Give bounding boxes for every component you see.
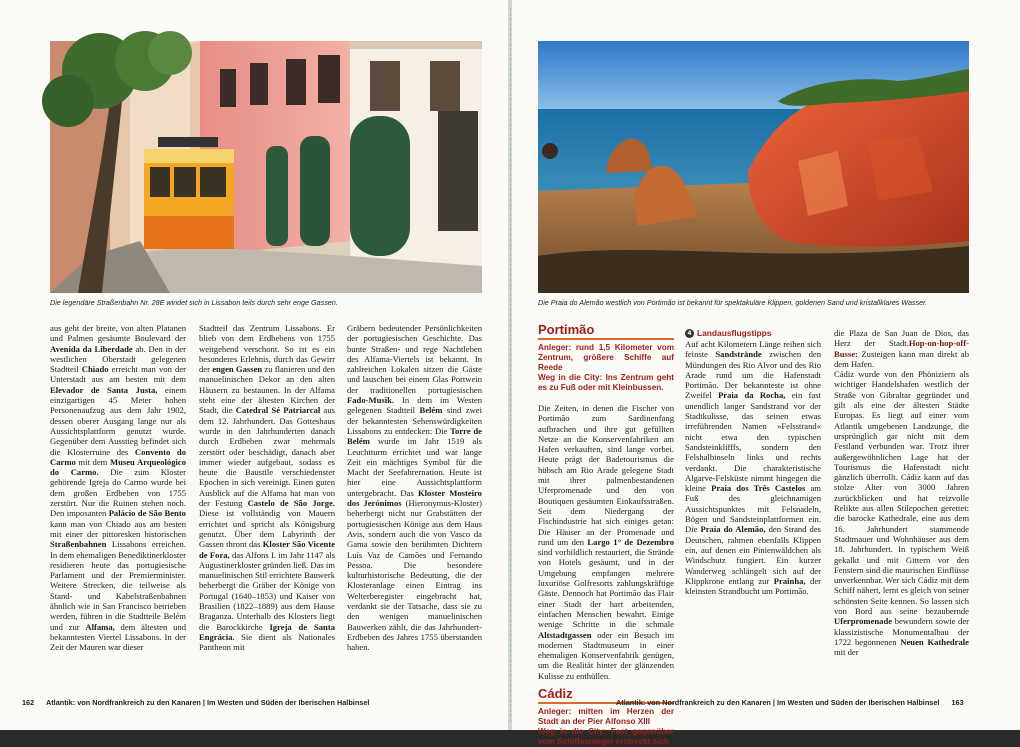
col-text	[50, 323, 186, 652]
right-column-1	[538, 323, 674, 747]
highlight-term: engen Gassen	[212, 364, 263, 375]
text-run: Die Zeiten, in denen die Fischer von Portimão zum Sardinenfang aufbrachen und ihre gut gefüllten Netze an die Konservenfabriken am Hafen verkauften, sind lange vorbei. Heute prägt der Badetourismus die hübsch am Rio Arade gelegene Stadt mit ihrer palmenbestandenen Uferpromenade und den von Boutiquen gesäumten Einkaufsstraßen. Seit dem Niedergang der Fischindustrie hat sich einiges getan: Die Häuser an der Promenade und rund um den	[538, 403, 674, 547]
text-run: einem einzigartigen 45 Meter hohen Personenaufzug aus dem Jahr 1902, dessen oberer Ausgang lange nur als Aussichtsplattform genutzt wurde. Gegenüber dem Ausstieg befindet sich die Klosterruine des	[50, 384, 187, 457]
left-page	[0, 0, 508, 730]
portimao-city-access: Weg in die City: Ins Zentrum geht es zu Fuß oder mit Kleinbussen.	[538, 373, 674, 392]
text-run: zu flanieren und den manuelinischen Dekor an den alten Häusern zu bestaunen. In der Alfama steht eine der ältesten Kirchen der Stadt, die	[199, 364, 335, 416]
right-column-2	[685, 328, 821, 596]
col-text	[834, 328, 969, 657]
cadiz-anleger: Anleger: mitten im Herzen der Stadt an der Pier Alfonso XIII	[538, 707, 674, 727]
highlight-term: Torre de Belém	[347, 425, 482, 447]
fold-guide	[510, 8, 511, 722]
col-text	[538, 403, 674, 681]
text-run: erreicht man von der Unterstadt aus am besten mit dem	[50, 364, 187, 385]
text-run: Sie dient als Nationales Pantheon mit	[199, 631, 335, 653]
left-column-1	[50, 323, 186, 653]
text-run: zwischen den Mündungen des Rio Alvor und des Rio Arade rund um die Hafenstadt Portimão. Der bekannteste ist ohne Zweifel	[685, 349, 821, 401]
highlight-term: Museu Arqueológico do Carmo.	[50, 456, 186, 478]
highlight-term: Prainha,	[773, 575, 806, 586]
text-run: sind vorbildlich restauriert, die Strände von Hotels gesäumt, und in der Umgebung empfangen mehrere luxuriöse Golfresorts zahlungskräftige Gäste. Dennoch hat Portimão das Flair einer Stadt der hart arbeitenden, einfachen Menschen bewahrt. Einige wenige Schritte in die schmale	[538, 547, 674, 630]
left-photo-caption: Die legendäre Straßenbahn Nr. 28E windet sich in Lissabon teils durch sehr enge Gassen.	[50, 298, 338, 307]
tip-heading-label: Landausflugstipps	[697, 328, 772, 338]
highlight-term: Fado-Musik.	[347, 395, 395, 406]
text-run: mit der	[834, 647, 859, 658]
page-number: 162	[22, 698, 35, 707]
highlight-term: Kloster São Vicente de Fora,	[199, 539, 336, 560]
highlight-term: Uferpromenade	[834, 616, 893, 627]
running-head: Atlantik: von Nordfrankreich zu den Kanaren | Im Westen und Süden der Iberischen Halbinsel	[45, 698, 370, 707]
highlight-term: Altstadtgassen	[538, 629, 592, 640]
highlight-term: Igreja de Santa Engrácia.	[199, 621, 335, 642]
tip-number-icon: 4	[685, 329, 694, 338]
cadiz-heading: Cádiz	[538, 686, 573, 702]
right-page	[512, 0, 1020, 747]
right-footer	[616, 698, 964, 707]
text-run: sind zwei der bekanntesten Sehenswürdigkeiten Lissabons zu entdecken: Die	[347, 405, 482, 436]
right-column-3	[834, 328, 969, 658]
text-run: bewundern sowie der klassizistische Monumentalbau der 1722 begonnenen	[834, 616, 969, 647]
highlight-term: Avenida da Liberdade	[50, 343, 133, 354]
text-run: (Hieronymus-Kloster) beherbergt nicht nur Grabstätten der portugiesischen Könige aus dem Haus Avis, sondern auch die von Vasco da Gama sowie den berühmten Dichtern Luís Vaz de Camões und Fernando Pessoa. Die besondere kulturhistorische Bedeutung, die der Klosteranlage einen Eintrag ins Welterberegister eingebracht hat, verdankt sie der Tatsache, dass sie zu den wenigen manuelinischen Bauwerken zählt, die das Jahrhundert-Erdbeben des Jahres 1755 überstanden haben.	[347, 498, 482, 653]
highlight-term: Catedral Sé Patriarcal	[235, 405, 321, 416]
highlight-term: Kloster Mosteiro dos Jerónimos	[347, 487, 482, 509]
highlight-term: Alfama,	[85, 621, 115, 632]
tip-body	[685, 339, 821, 596]
text-run: die Plaza de San Juan de Dios, das Herz der Stadt.	[834, 328, 969, 349]
page-number: 163	[951, 698, 964, 707]
text-run: Diese ist vollständig von Mauern errichtet und spricht als Königsburg genutzt. Über dem Labyrinth der Gassen thront das	[199, 508, 335, 550]
lisbon-tram-photo	[50, 41, 482, 293]
highlight-term: Palácio de São Bento	[108, 508, 186, 519]
heading-rule	[538, 338, 674, 340]
text-run: der kleinsten Strandbucht um Portimão.	[685, 575, 821, 597]
landausflug-tip-heading	[685, 328, 821, 339]
highlight-term: Praia dos Três Castelos	[711, 483, 806, 494]
highlight-term: Hop-on-hop-off-Busse:	[834, 338, 969, 359]
running-head: Atlantik: von Nordfrankreich zu den Kanaren | Im Westen und Süden der Iberischen Halbinsel	[616, 698, 940, 707]
highlight-term: Praia da Rocha,	[718, 390, 786, 401]
highlight-term: Belém	[419, 405, 443, 416]
col-text	[199, 323, 335, 652]
text-run: den Strand des Deutschen, rahmen ebenfalls Klippen ein, auf denen ein Pinienwäldchen als Windschutz fungiert. Ein kurzer Wanderweg schlängelt sich auf der Klippkrone entlang zur	[685, 524, 821, 586]
text-run: am Fuß des gleichnamigen Aussichtspunktes mit Felsnadeln, Bögen und Sandsteinplattformen ein. Die	[685, 483, 821, 535]
text-run: Stadtteil das Zentrum Lissabons. Er blieb von dem Erdbebens von 1755 weitgehend verschont. So ist es ein besonderes Erlebnis, durch das Gewirr der	[199, 323, 335, 375]
left-footer	[22, 698, 369, 707]
text-run: mit dem	[75, 456, 110, 467]
text-run: ab. Den in der westlichen Oberstadt gelegenen Stadtteil	[50, 343, 186, 375]
highlight-term: Sandstrände	[715, 349, 762, 360]
text-run: Cádiz wurde von den Phöniziern als wichtiger Handelshafen westlich der Straße von Gibraltar gegründet und gilt als eine der ältesten Städte Europas. Es liegt auf einer vom Atlantik umgebenen Landzunge, die ursprünglich gar nicht mit dem Festland verbunden war. Trotz ihrer außergewöhnlichen Lage hat der Tourismus die Hafenstadt nicht gänzlich überrollt. Cádiz kann auf das stolze Alter von 3000 Jahren zurückblicken und hat reizvolle Relikte aus allen Stilepochen gerettet: die barocke Kathedrale, eine aus dem 16. Jahrhundert stammende Stadtmauer und Wohnhäuser aus dem 18. Jahrhundert. In typischem Weiß gekalkt und mit Gittern vor den Fenstern sind die maurischen Einflüsse unverkennbar. Wer sich Cádiz mit dem Schiff nähert, lernt es gleich von seiner schönsten Seite kennen. So lassen sich von Bord aus seine bezaubernde	[834, 369, 969, 617]
highlight-term: Largo 1° de Dezembro	[587, 536, 674, 547]
highlight-term: Neuen Kathedrale	[900, 636, 969, 647]
highlight-term: Convento do Carmo	[50, 446, 186, 467]
text-run: Die zum Kloster gehörende Igreja do Carmo wurde bei dem großen Erdbeben von 1755 zerstört. Nur die Ruinen stehen noch. Den imposanten	[50, 467, 186, 519]
portimao-anleger: Anleger: rund 1,5 Kilometer vom Zentrum, größere Schiffe auf Reede	[538, 343, 674, 372]
left-column-3	[347, 323, 482, 653]
text-run: In dem im Westen gelegenen Stadtteil	[347, 395, 482, 416]
text-run: Lissabons erreichen. In dem ehemaligen Benediktinerkloster residieren heute das portugiesische Parlament und der Premierminister. Weitere Strecken, die teilweise als Stand- und Kabelstraßenbahnen ähnlich wie in San Francisco betrieben werden, führen in die Stadtteile Belém und zur	[50, 539, 186, 632]
text-run: ein fast unendlich langer Sandstrand vor der Stadtkulisse, das seinen etwas irreführenden Namen »Felsstrand« nicht etwa den typischen Sandsteinklifffs, sondern den Felshalbinseln links und rechts verdankt. Die charakteristische Algarve-Felsküste nimmt hingegen die kleine	[685, 390, 821, 494]
highlight-term: Straßenbahnen	[50, 539, 107, 550]
praia-do-alemao-photo	[538, 41, 969, 293]
portimao-body	[538, 403, 674, 681]
text-run: dem ältesten und bekanntesten Viertel Lissabons. In der Zeit der Mauren war dieser	[50, 621, 186, 653]
text-run: wurde im Jahr 1519 als Leuchtturm errichtet und war lange Zeit ein mächtiges Symbol für die Macht der Seefahrernation. Heute ist hier eine Aussichtsplattform untergebracht. Das	[347, 436, 482, 498]
col-text	[347, 323, 482, 652]
text-run: das Alfons I. im Jahr 1147 als Augustinerkloster gründen ließ. Das im manuelinischen Stil errichtete Bauwerk beherbergt die Gräber der Könige von Portugal (1640–1853) und Kaiser von Brasilien (1822–1889) aus dem Hause Braganza. Unterhalb des Klosters liegt die Barockkirche	[199, 549, 335, 632]
highlight-term: Castelo de São Jorge.	[247, 498, 335, 509]
highlight-term: Chiado	[81, 364, 109, 375]
highlight-term: Elevador de Santa Justa,	[50, 384, 158, 395]
left-column-2	[199, 323, 335, 653]
text-run: aus geht der breite, von alten Platanen und Palmen gesäumte Boulevard der	[50, 323, 186, 344]
right-photo-caption: Die Praia do Alemão westlich von Portimão ist bekannt für spektakuläre Klippen, goldenen Sand und kristallklares Wasser.	[538, 298, 928, 307]
col-text	[685, 339, 821, 596]
cadiz-city-access: Weg in die City: Fast gegenüber vom Schiffsanleger erstreckt sich	[538, 727, 674, 747]
text-run: Auf acht Kilometern Länge reihen sich feinste	[685, 339, 821, 360]
text-run: kann man von Chiado aus am besten mit einer der pittoresken historischen	[50, 518, 186, 539]
text-run: Zusteigen kann man direkt ab dem Hafen.	[834, 348, 969, 369]
text-run: aus dem 12. Jahrhundert. Das Gotteshaus wurde in den Jahrhunderten danach durch Erdbeben zwar mehrmals zerstört oder beschädigt, danach aber immer wieder aufgebaut, sodass es heute die Baustile verschiedenster Epochen in sich vereinigt. Einen guten Ausblick auf die Alfama hat man von der Festung	[199, 405, 335, 509]
text-run: Gräbern bedeutender Persönlichkeiten der portugiesischen Geschichte. Das bunte Straßen- und rege Nachtleben des Alfama-Viertels ist bekannt. In zahlreichen Lokalen sitzen die Gäste und lauschen bei einem Glas Portwein der traditionellen portugiesischen	[347, 323, 482, 395]
portimao-heading: Portimão	[538, 322, 595, 337]
text-run: oder ein Besuch im modernen Stadtmuseum in einer ehemaligen Konservenfabrik genügen, um die Realität hinter der glänzenden Kulisse zu enthüllen.	[538, 629, 674, 681]
highlight-term: Praia do Alemão,	[700, 524, 766, 535]
